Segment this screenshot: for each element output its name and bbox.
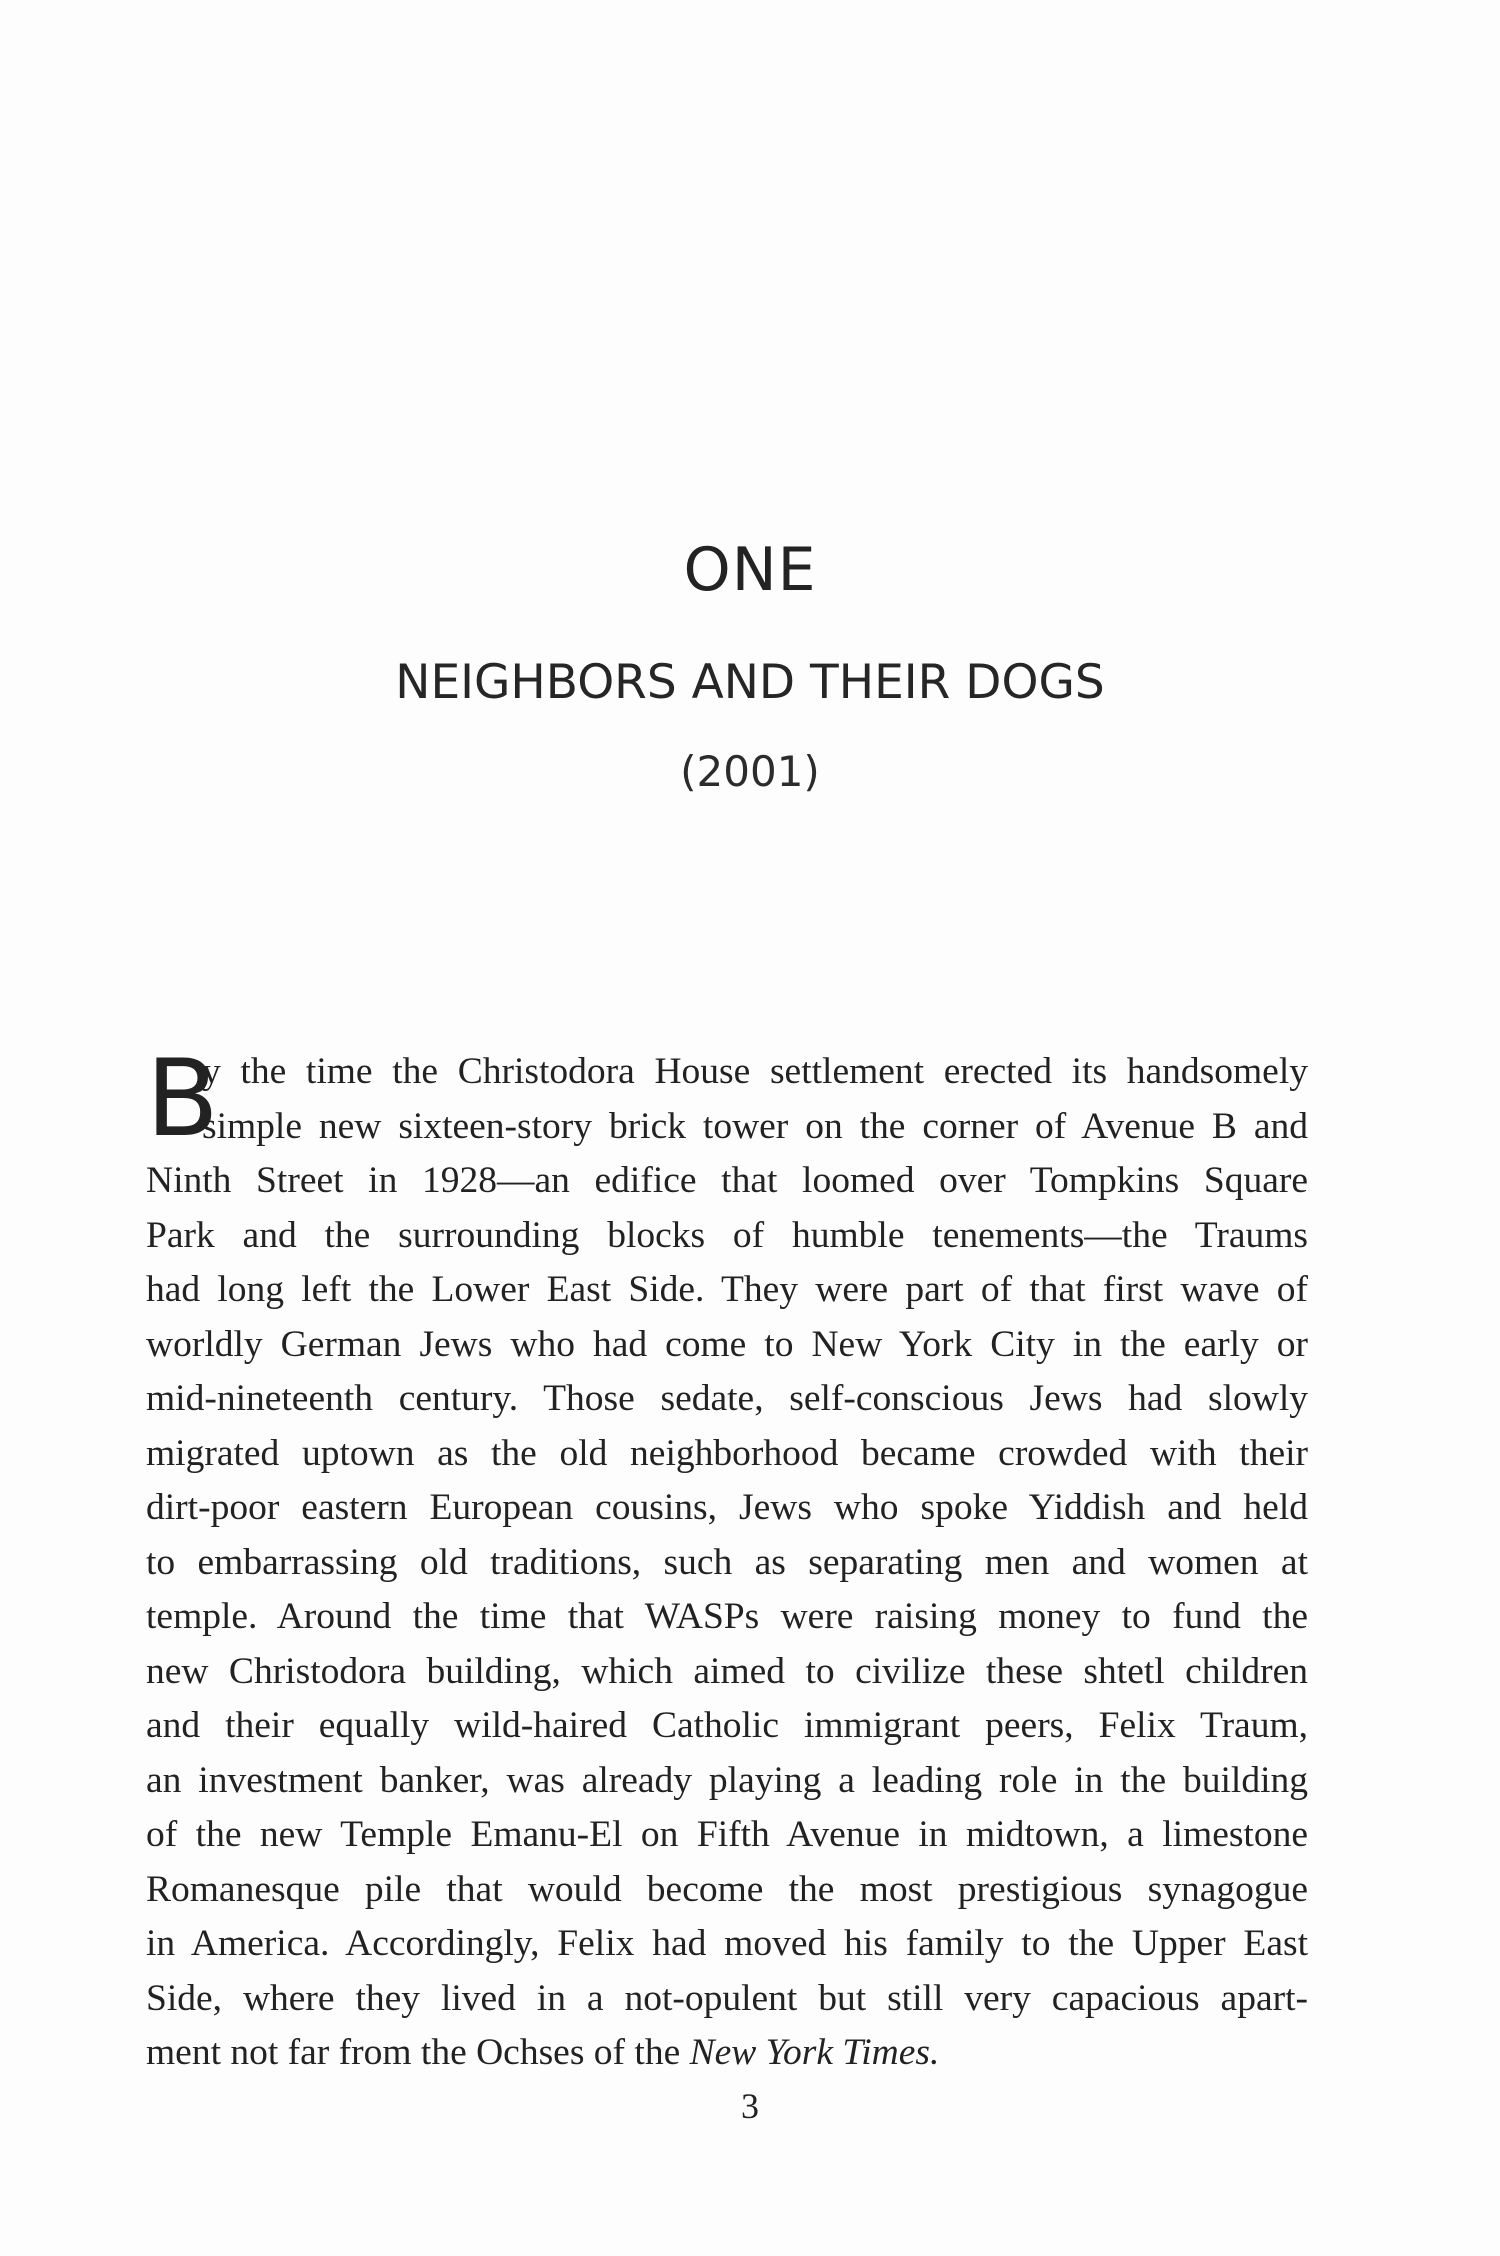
text-line-last	[146, 2026, 1308, 2081]
chapter-year: (2001)	[680, 747, 820, 796]
text-line: simple new sixteen-story brick tower on the corner of Avenue B and	[202, 1105, 1308, 1147]
text-line: Ninth Street in 1928—an edifice that loomed over Tompkins Square	[146, 1160, 1308, 1201]
text-line: of the new Temple Emanu-El on Fifth Avenue in midtown, a limestone	[146, 1814, 1308, 1855]
text-line: migrated uptown as the old neighborhood became crowded with their	[146, 1432, 1308, 1474]
text-line: new Christodora building, which aimed to civilize these shtetl children	[146, 1650, 1308, 1692]
body-paragraph	[146, 1037, 1308, 2081]
text-line: temple. Around the time that WASPs were raising money to fund the	[146, 1596, 1308, 1637]
chapter-title: NEIGHBORS AND THEIR DOGS	[395, 655, 1105, 710]
newspaper-title: New York Times	[689, 2032, 930, 2073]
last-line-suffix: .	[929, 2032, 940, 2073]
text-line: had long left the Lower East Side. They were part of that first wave of	[146, 1269, 1308, 1310]
text-line: Romanesque pile that would become the most prestigious synagogue	[146, 1868, 1308, 1910]
page-number: 3	[741, 2086, 759, 2126]
drop-cap: B	[146, 1037, 219, 1160]
text-line: to embarrassing old traditions, such as separating men and women at	[146, 1541, 1308, 1583]
text-line: mid-nineteenth century. Those sedate, self-conscious Jews had slowly	[146, 1378, 1308, 1419]
text-line: dirt-poor eastern European cousins, Jews who spoke Yiddish and held	[146, 1487, 1308, 1528]
text-line: in America. Accordingly, Felix had moved his family to the Upper East	[146, 1923, 1308, 1964]
chapter-number: ONE	[683, 535, 817, 605]
text-line: and their equally wild-haired Catholic immigrant peers, Felix Traum,	[146, 1705, 1308, 1746]
text-line: an investment banker, was already playing a leading role in the building	[146, 1759, 1308, 1801]
text-line: Side, where they lived in a not-opulent but still very capacious apart-	[146, 1977, 1308, 2019]
text-line: Park and the surrounding blocks of humble tenements—the Traums	[146, 1214, 1308, 1256]
text-line: y the time the Christodora House settlement erected its handsomely	[202, 1051, 1308, 1092]
text-line: worldly German Jews who had come to New York City in the early or	[146, 1323, 1308, 1365]
last-line-prefix: ment not far from the Ochses of the	[146, 2032, 690, 2073]
